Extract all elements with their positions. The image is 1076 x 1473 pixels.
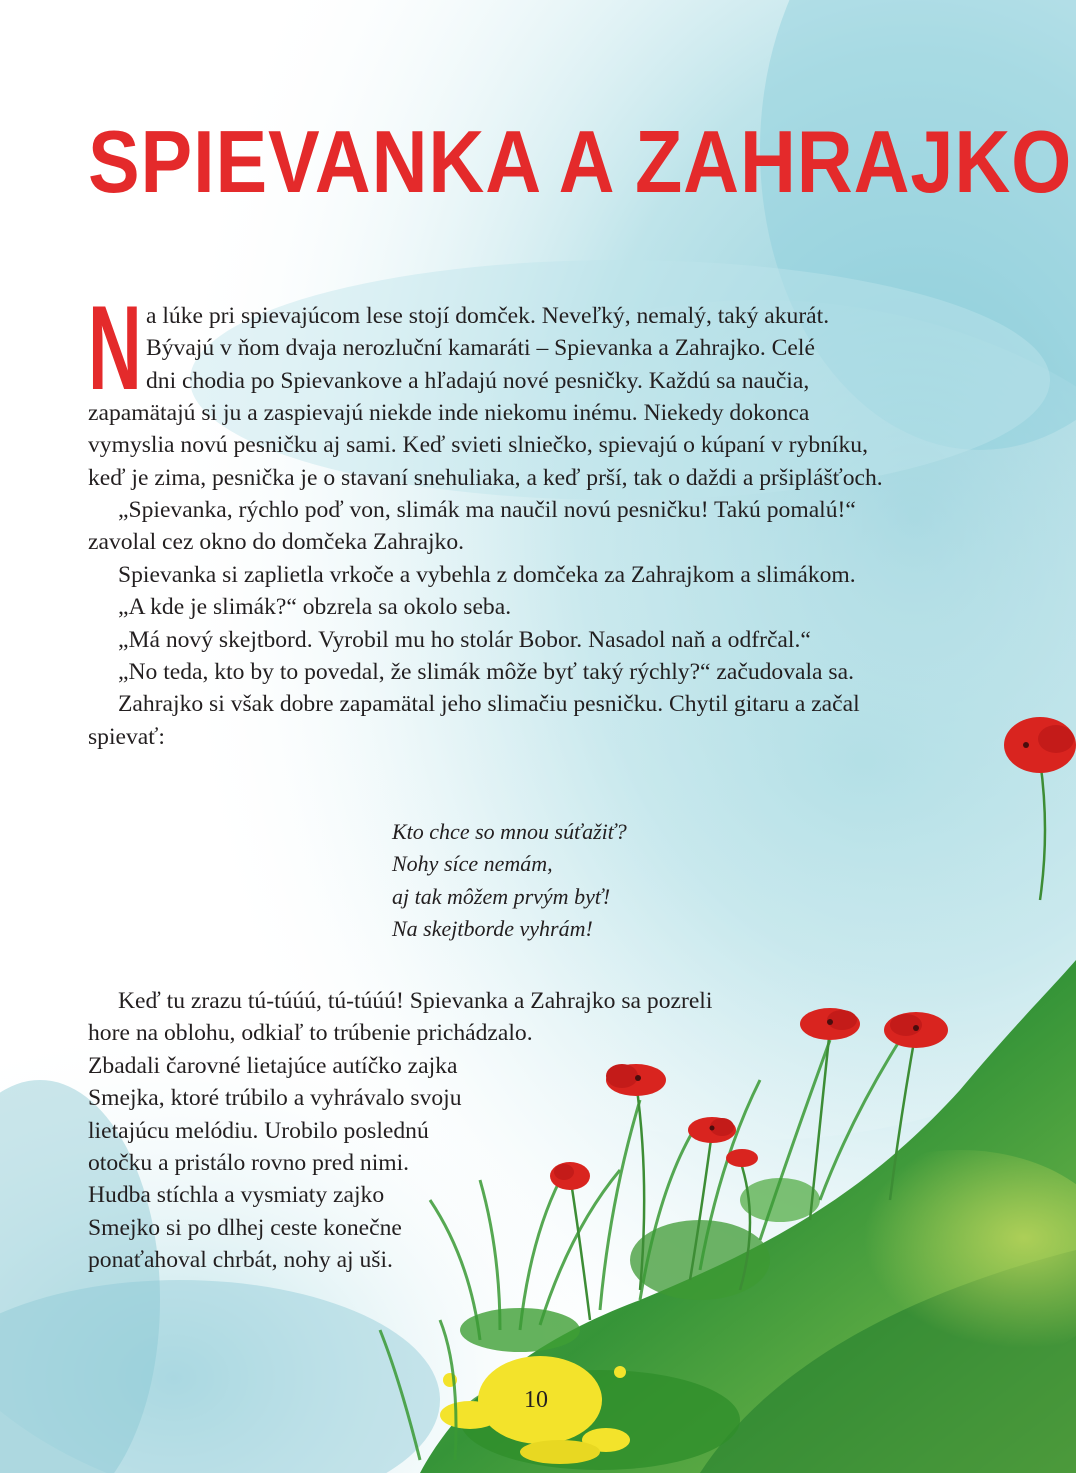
text-line: „Spievanka, rýchlo poď von, slimák ma naučil novú pesničku! Takú pomalú!“ <box>118 497 856 523</box>
text-line: „Má nový skejtbord. Vyrobil mu ho stolár Bobor. Nasadol naň a odfrčal.“ <box>118 626 811 653</box>
text-line: „No teda, kto by to povedal, že slimák môže byť taký rýchly?“ začudovala sa. <box>118 658 854 685</box>
poem <box>392 816 627 946</box>
text-line: zapamätajú si ju a zaspievajú niekde inde niekomu inému. Niekedy dokonca <box>88 400 810 426</box>
poem-line: Nohy síce nemám, <box>392 851 553 877</box>
text-line: spievať: <box>88 723 165 750</box>
paragraph-1-rest <box>88 397 883 494</box>
drop-cap: N <box>88 281 142 415</box>
text-line: zavolal cez okno do domčeka Zahrajko. <box>88 529 465 556</box>
paragraph-last <box>88 985 712 1277</box>
text-line: vymyslia novú pesničku aj sami. Keď svieti slniečko, spievajú o kúpaní v rybníku, <box>88 432 868 459</box>
paragraph-1-first-lines <box>146 300 829 397</box>
poem-line: Na skejtborde vyhrám! <box>392 916 593 942</box>
text-line: keď je zima, pesnička je o stavaní snehuliaka, a keď prší, tak o daždi a pršiplášťoch. <box>88 464 883 491</box>
text-line: Smejko si po dlhej ceste konečne <box>88 1214 402 1241</box>
page-number: 10 <box>524 1387 548 1413</box>
poem-line: Kto chce so mnou súťažiť? <box>392 819 627 844</box>
text-line: a lúke pri spievajúcom lese stojí domček. Nevеľký, nemalý, taký akurát. <box>146 303 830 329</box>
dialogue-block <box>88 494 860 753</box>
text-line: dni chodia po Spievankove a hľadajú nové pesničky. Každú sa naučia, <box>146 367 810 394</box>
text-line: Smejka, ktoré trúbilo a vyhrávalo svoju <box>88 1085 462 1112</box>
poem-line: aj tak môžem prvým byť! <box>392 883 611 909</box>
text-line: hore na oblohu, odkiaľ to trúbenie prichádzalo. <box>88 1020 533 1047</box>
text-line: ponaťahoval chrbát, nohy aj uši. <box>88 1247 393 1274</box>
text-line: Zahrajko si však dobre zapamätal jeho slimačiu pesničku. Chytil gitaru a začal <box>118 691 860 718</box>
text-line: Spievanka si zaplietla vrkoče a vybehla z domčeka za Zahrajkom a slimákom. <box>118 561 856 588</box>
text-line: otočku a pristálo rovno pred nimi. <box>88 1149 410 1176</box>
text-line: „A kde je slimák?“ obzrela sa okolo seba. <box>118 594 512 621</box>
text-line: Keď tu zrazu tú-túúú, tú-túúú! Spievanka a Zahrajko sa pozreli <box>118 988 713 1014</box>
text-line: Zbadali čarovné lietajúce autíčko zajka <box>88 1052 458 1079</box>
text-line: lietajúcu melódiu. Urobilo poslednú <box>88 1117 429 1144</box>
text-line: Bývajú v ňom dvaja nerozluční kamaráti – Spievanka a Zahrajko. Celé <box>146 335 815 362</box>
text-line: Hudba stíchla a vysmiaty zajko <box>88 1182 385 1209</box>
page-title: SPIEVANKA A ZAHRAJKO <box>88 112 1073 211</box>
